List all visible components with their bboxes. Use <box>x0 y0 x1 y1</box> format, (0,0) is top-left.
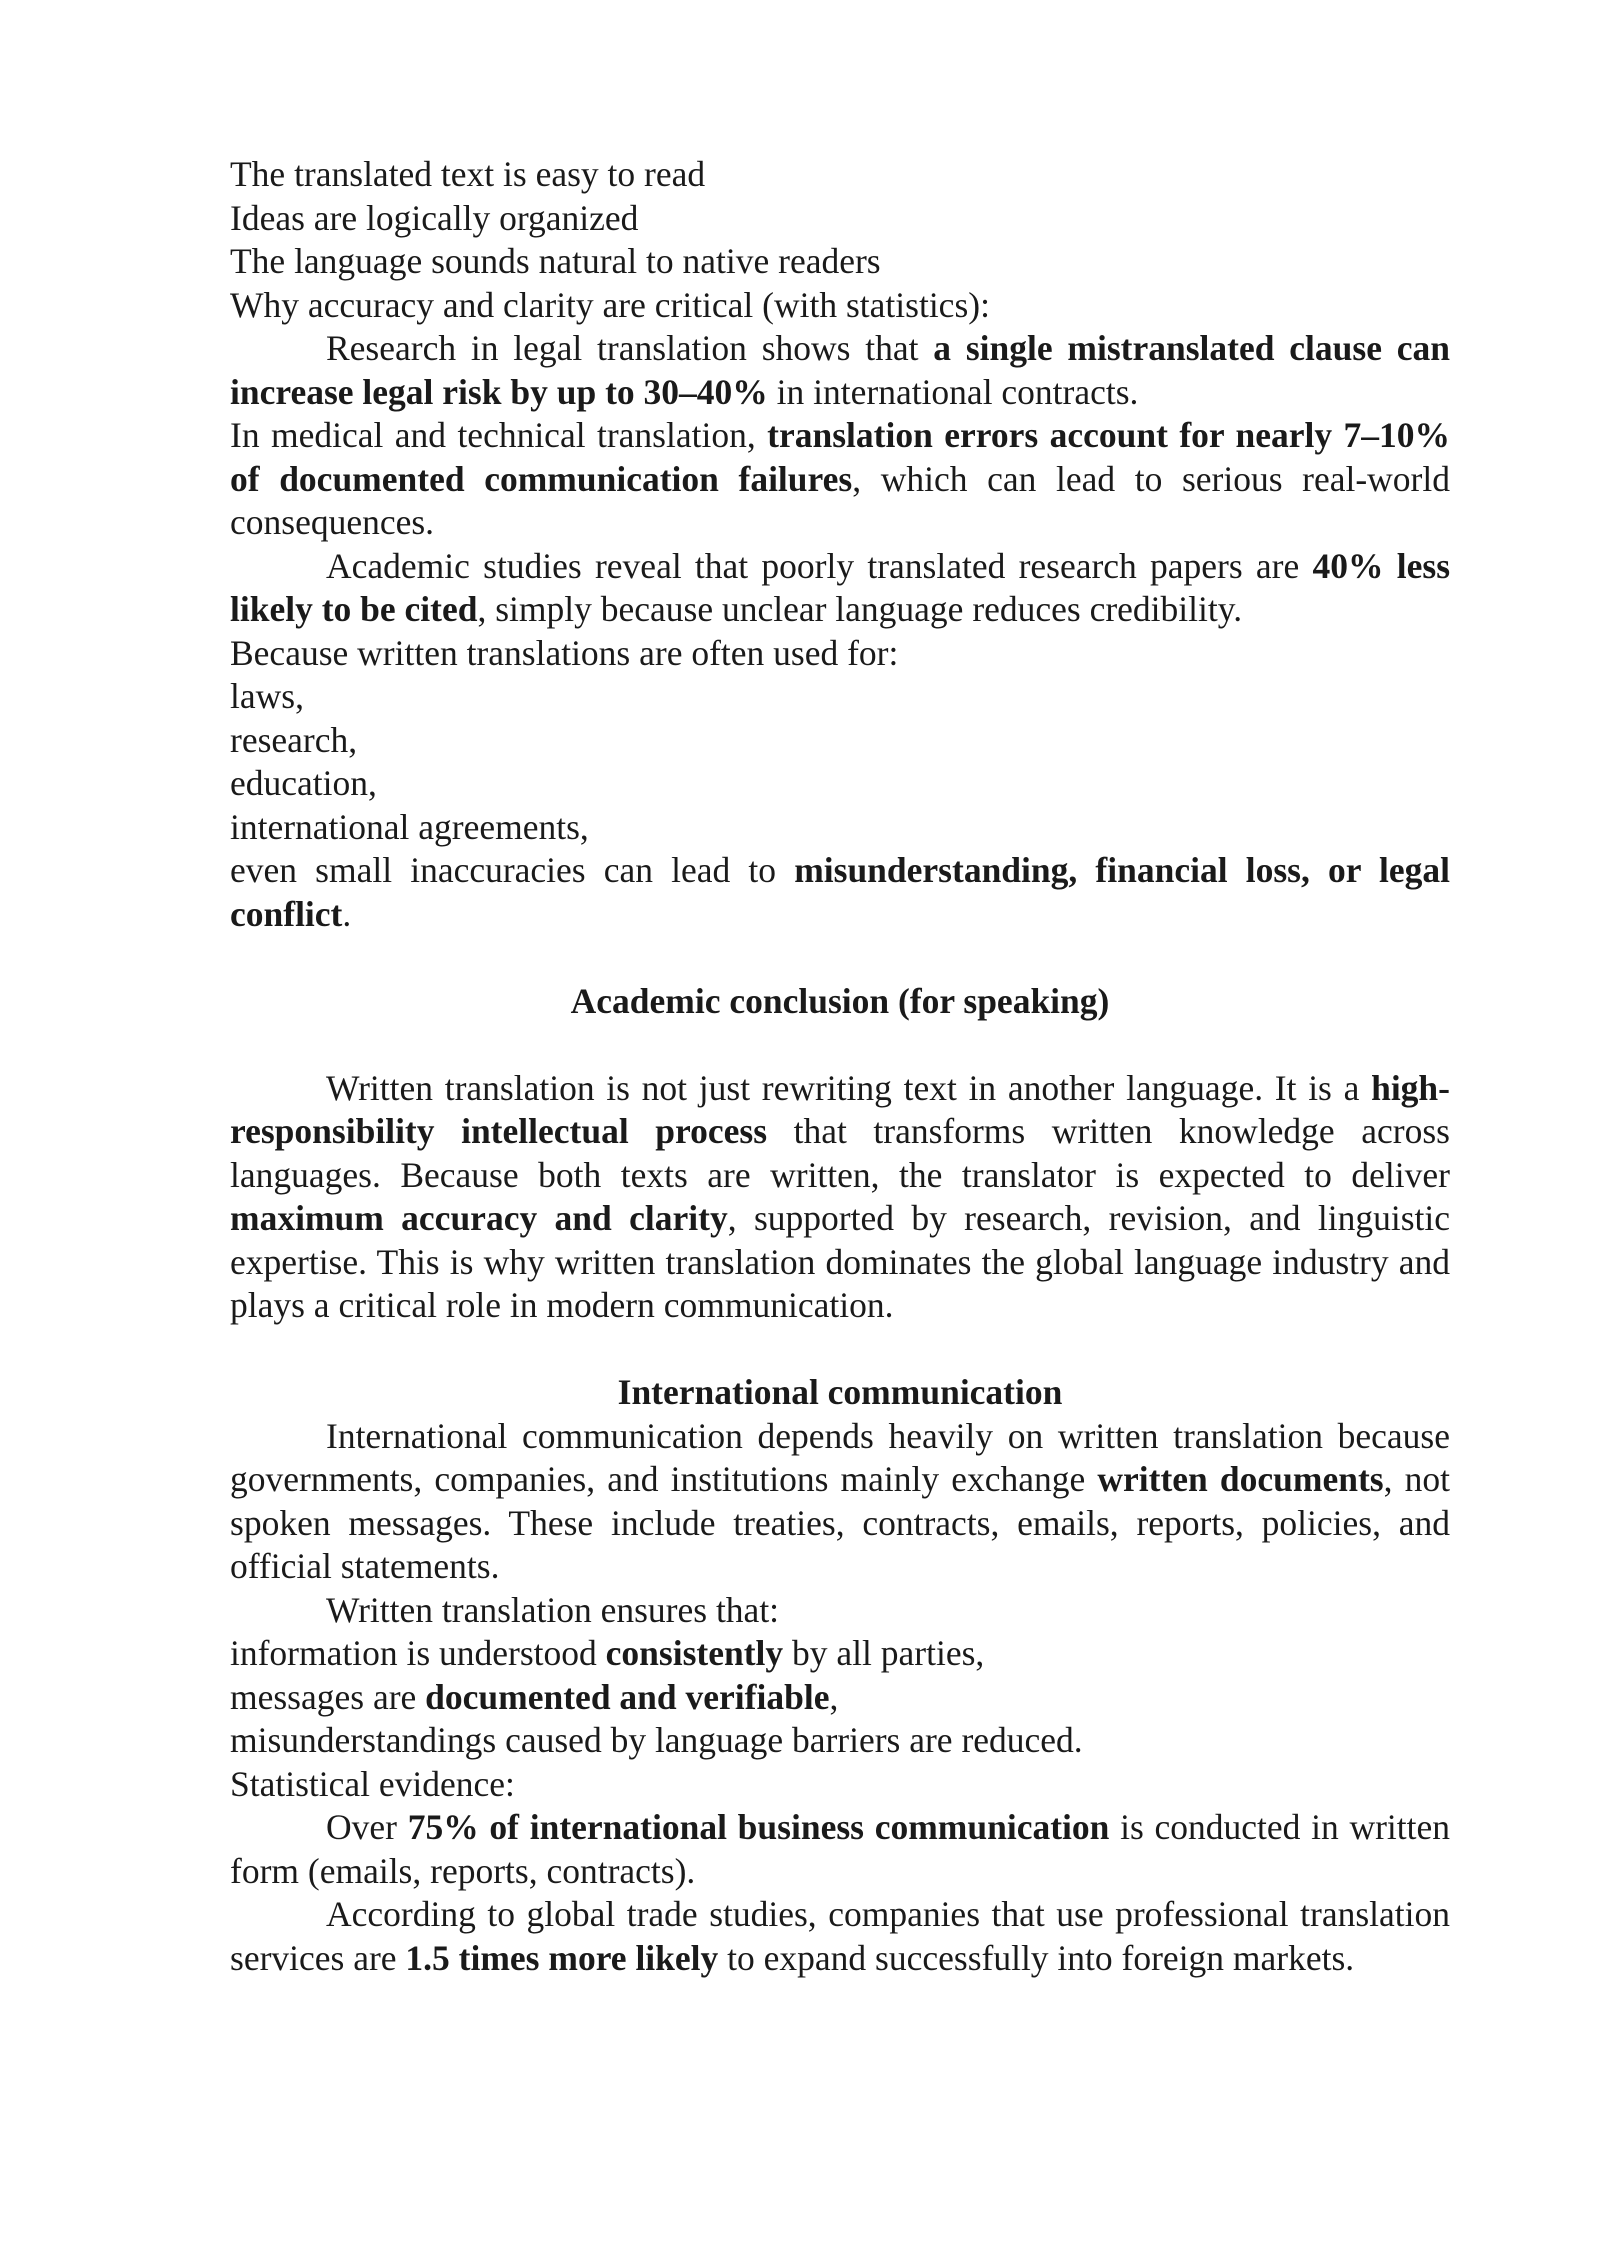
paragraph-statistic-trade: According to global trade studies, companies that use professional translation services are 1.5 times more likely to expand successfully into foreign markets. <box>230 1894 1450 1978</box>
list-item: laws, <box>230 676 304 716</box>
paragraph-small-inaccuracies: even small inaccuracies can lead to misunderstanding, financial loss, or legal conflict. <box>230 850 1450 934</box>
ensures-intro: Written translation ensures that: <box>326 1589 780 1630</box>
text-line: The language sounds natural to native readers <box>230 241 881 281</box>
paragraph-international: International communication depends heavily on written translation because governments, companies, and institutions mainly exchange written documents, not spoken messages. These include treaties, contracts, emails, reports, policies, and official statements. <box>230 1415 1450 1586</box>
document-page <box>230 153 1450 1980</box>
list-item: information is understood consistently by all parties, <box>230 1633 985 1673</box>
paragraph-statistic-business: Over 75% of international business communication is conducted in written form (emails, reports, contracts). <box>230 1807 1451 1891</box>
paragraph-legal-risk: Research in legal translation shows that a single mistranslated clause can increase legal risk by up to 30–40% in international contracts. <box>230 328 1450 412</box>
list-item: research, <box>230 719 358 760</box>
statistical-evidence-label: Statistical evidence: <box>230 1763 515 1804</box>
paragraph-medical-errors: In medical and technical translation, translation errors account for nearly 7–10% of documented communication failures, which can lead to serious real-world consequences. <box>230 415 1450 542</box>
used-for-intro: Because written translations are often used for: <box>230 632 899 673</box>
list-item: messages are documented and verifiable, <box>230 1676 839 1717</box>
list-item: misunderstandings caused by language barriers are reduced. <box>230 1720 1083 1760</box>
section-heading-international: International communication <box>617 1372 1063 1412</box>
text-line: Ideas are logically organized <box>230 197 639 238</box>
paragraph-academic-citations: Academic studies reveal that poorly translated research papers are 40% less likely to be cited, simply because unclear language reduces credibility. <box>230 545 1451 629</box>
paragraph-conclusion: Written translation is not just rewriting text in another language. It is a high-responsibility intellectual process that transforms written knowledge across languages. Because both texts are written, the translator is expected to deliver maximum accuracy and clarity, supported by research, revision, and linguistic expertise. This is why written translation dominates the global language industry and plays a critical role in modern communication. <box>230 1067 1450 1325</box>
list-item: international agreements, <box>230 806 589 847</box>
text-line: The translated text is easy to read <box>230 154 706 194</box>
text-line: Why accuracy and clarity are critical (with statistics): <box>230 284 990 325</box>
list-item: education, <box>230 763 377 803</box>
section-heading-conclusion: Academic conclusion (for speaking) <box>570 980 1110 1021</box>
